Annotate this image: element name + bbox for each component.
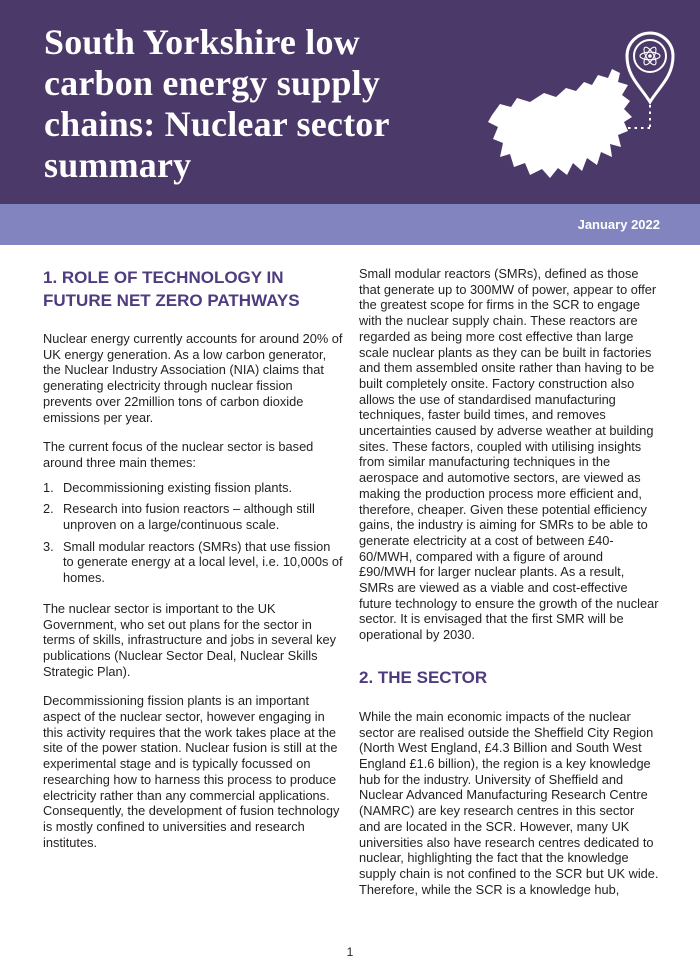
page-title bbox=[44, 22, 390, 186]
right-paragraph-2: While the main economic impacts of the nuclear sector are realised outside the Sheffield City Region (North West England, £4.3 Billion and South West England £1.6 billion), the region is a key knowledge hub for the industry. University of Sheffield and Nuclear Advanced Manufacturing Research Centre (NAMRC) are key research centres in this sector and are located in the SCR. However, many UK universities also have research centres dedicated to nuclear, highlighting the fact that the knowledge supply chain is not confined to the SCR but UK wide. Therefore, while the SCR is a knowledge hub, bbox=[359, 708, 659, 897]
page-title-line: carbon energy supply bbox=[44, 63, 381, 103]
page-number: 1 bbox=[346, 945, 354, 959]
left-paragraph-3: The nuclear sector is important to the UK Government, who set out plans for the sector in terms of skills, infrastructure and jobs in several key publications (Nuclear Sector Deal, Nuclear Skills Strategic Plan). bbox=[43, 600, 337, 679]
page-title-line: chains: Nuclear sector bbox=[44, 104, 390, 144]
header-banner bbox=[0, 0, 700, 204]
publication-date: January 2022 bbox=[577, 217, 660, 232]
right-paragraph-1: Small modular reactors (SMRs), defined as those that generate up to 300MW of power, appear to offer the greatest scope for firms in the SCR to engage with the nuclear supply chain. These reactors are regarded as being more cost effective than large scale nuclear plants as they can be built in factories and them assembled onsite rather than having to be built completely onsite. Factory construction also allows the use of standardised manufacturing techniques, faster build times, and removes uncertainties caused by adverse weather at building sites. These factors, coupled with utilising insights from similar manufacturing techniques in the aerospace and automotive sectors, are viewed as making the production process more efficient and, therefore, cheaper. Given these potential efficiency gains, the industry is aiming for SMRs to be able to generate electricity at a cost of between £40-60/MWH, compared with a figure of around £90/MWH for larger nuclear plants. As a result, SMRs are viewed as a viable and cost-effective future technology to ensure the growth of the nuclear sector. It is envisaged that the first SMR will be operational by 2030. bbox=[359, 266, 659, 643]
left-column bbox=[43, 266, 343, 911]
content-columns bbox=[0, 245, 700, 911]
page-title-line: summary bbox=[44, 145, 192, 185]
date-band bbox=[0, 204, 700, 245]
atom-icon bbox=[640, 45, 660, 66]
section-2-heading: 2. THE SECTOR bbox=[359, 667, 488, 687]
header-graphic bbox=[470, 5, 682, 195]
left-paragraph-4: Decommissioning fission plants is an important aspect of the nuclear sector, however engaging in this activity requires that the work takes place at the site of the power station. Nuclear fusion is still at the experimental stage and is typically focussed on researching how to harness this process to produce electricity rather than any commercial applications. Consequently, the development of fusion technology is mostly confined to universities and research institutes. bbox=[43, 693, 340, 850]
themes-list bbox=[43, 480, 343, 586]
right-column bbox=[359, 266, 659, 911]
left-paragraph-2: The current focus of the nuclear sector is based around three main themes: bbox=[43, 439, 314, 470]
themes-list-item-1: Decommissioning existing fission plants. bbox=[63, 479, 293, 495]
section-1-heading: 1. ROLE OF TECHNOLOGY IN FUTURE NET ZERO PATHWAYS bbox=[43, 268, 300, 310]
left-paragraph-1: Nuclear energy currently accounts for around 20% of UK energy generation. As a low carbon generator, the Nuclear Industry Association (NIA) claims that generating electricity through nuclear fission prevents over 22million tons of carbon dioxide emissions per year. bbox=[43, 331, 343, 425]
page-title-line: South Yorkshire low bbox=[44, 22, 360, 62]
themes-list-item-2: Research into fusion reactors – although still unproven on a large/continuous scale. bbox=[63, 501, 315, 533]
south-yorkshire-map bbox=[488, 69, 632, 178]
themes-list-item-3: Small modular reactors (SMRs) that use fission to generate energy at a local level, i.e. 10,000s of homes. bbox=[63, 538, 343, 586]
location-pin-icon bbox=[627, 33, 673, 102]
